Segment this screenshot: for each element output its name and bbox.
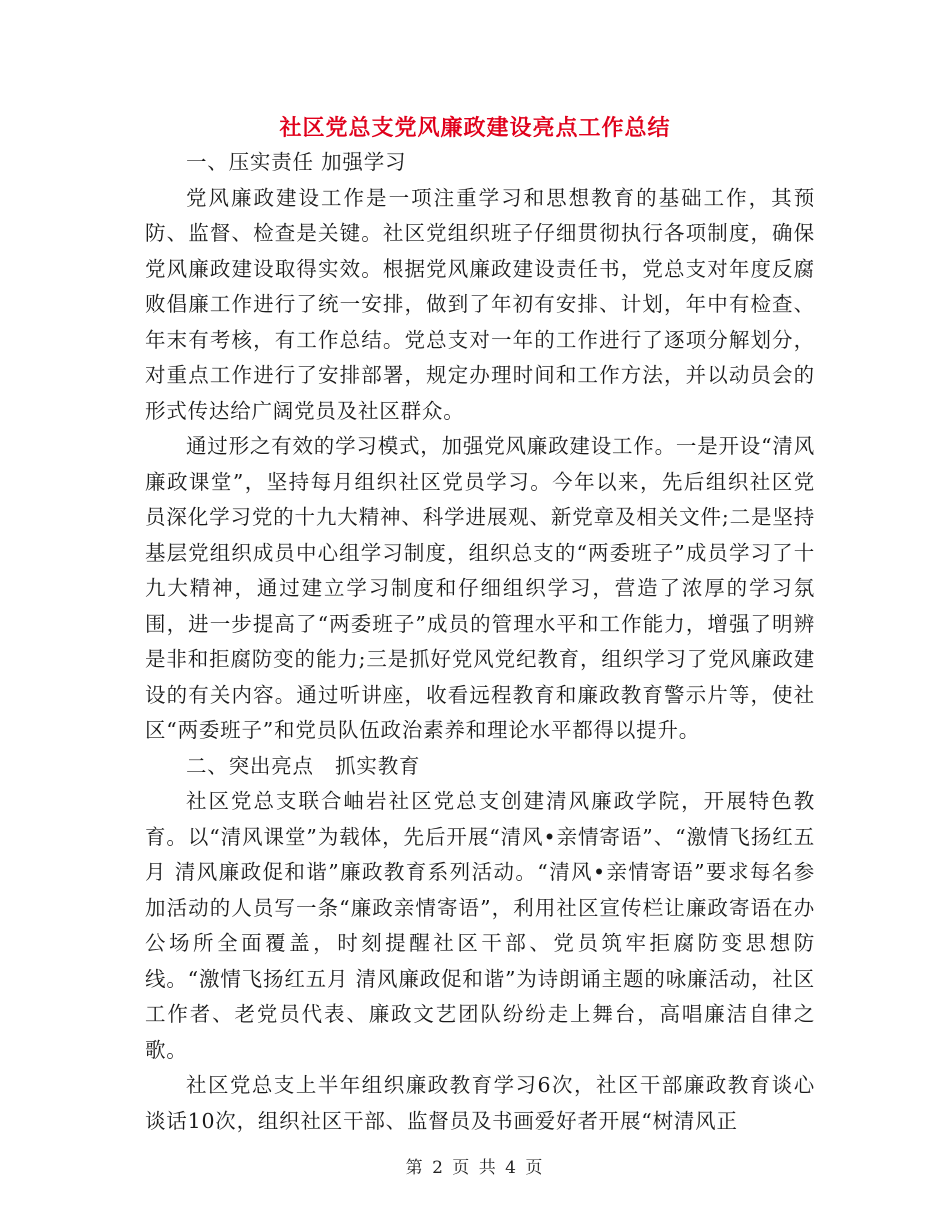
body-paragraph: 社区党总支上半年组织廉政教育学习6次，社区干部廉政教育谈心谈话10次，组织社区干部、监督员及书画爱好者开展“树清风正 xyxy=(145,1073,815,1133)
section-heading-2: 二、突出亮点 抓实教育 xyxy=(186,753,421,778)
page-footer: 第 2 页 共 4 页 xyxy=(405,1158,545,1178)
document-body xyxy=(145,145,815,1139)
document-title: 社区党总支党风廉政建设亮点工作总结 xyxy=(279,115,671,141)
body-paragraph: 通过形之有效的学习模式，加强党风廉政建设工作。一是开设“清风廉政课堂”，坚持每月组织社区党员学习。今年以来，先后组织社区党员深化学习党的十九大精神、科学进展观、新党章及相关文件;二是坚持基层党组织成员中心组学习制度，组织总支的“两委班子”成员学习了十九大精神，通过建立学习制度和仔细组织学习，营造了浓厚的学习氛围，进一步提高了“两委班子”成员的管理水平和工作能力，增强了明辨是非和拒腐防变的能力;三是抓好党风党纪教育，组织学习了党风廉政建设的有关内容。通过听讲座，收看远程教育和廉政教育警示片等，使社区“两委班子”和党员队伍政治素养和理论水平都得以提升。 xyxy=(145,434,815,742)
body-paragraph: 社区党总支联合岫岩社区党总支创建清风廉政学院，开展特色教育。以“清风课堂”为载体，先后开展“清风•亲情寄语”、“激情飞扬红五月 清风廉政促和谐”廉政教育系列活动。“清风•亲情寄语”要求每名参加活动的人员写一条“廉政亲情寄语”，利用社区宣传栏让廉政寄语在办公场所全面覆盖，时刻提醒社区干部、党员筑牢拒腐防变思想防线。“激情飞扬红五月 清风廉政促和谐”为诗朗诵主题的咏廉活动，社区工作者、老党员代表、廉政文艺团队纷纷走上舞台，高唱廉洁自律之歌。 xyxy=(145,789,815,1062)
body-paragraph: 党风廉政建设工作是一项注重学习和思想教育的基础工作，其预防、监督、检查是关键。社区党组织班子仔细贯彻执行各项制度，确保党风廉政建设取得实效。根据党风廉政建设责任书，党总支对年度反腐败倡廉工作进行了统一安排，做到了年初有安排、计划，年中有检查、年末有考核，有工作总结。党总支对一年的工作进行了逐项分解划分，对重点工作进行了安排部署，规定办理时间和工作方法，并以动员会的形式传达给广阔党员及社区群众。 xyxy=(145,185,815,423)
section-heading-1: 一、压实责任 加强学习 xyxy=(186,150,407,174)
